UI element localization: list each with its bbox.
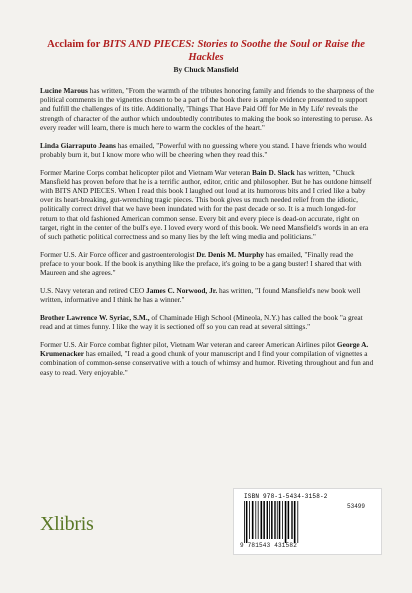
blurb-linda-jeans: Linda Giarraputo Jeans has emailed, "Powerful with no guessing where you stand. I have friends who would probably burn it, but I know more who will be cheering when they read this." xyxy=(40,140,367,159)
barcode-digits: 9 781543 431582 xyxy=(240,542,298,549)
blurb-bain-slack: Former Marine Corps combat helicopter pilot and Vietnam War veteran Bain D. Slack has written, "Chuck Mansfield has proven before that he is a terrific author, editor, critic and philosopher. But he has outdone himself with BITS AND PIECES. When I read this book I laughed out loud at its humorous bits and I cried like a baby over its heart-breaking, gut-wrenching tragic pieces. This book gives us much needed relief from the idiotic, politically correct drivel that we have been inundated with for the past decade or so. It is a much longed-for return to that old fashioned American common sense. Every bit and every piece is dead-on accurate, right on target, right in the center of the bull's eye. I loved every word of this book. We need Mansfield's words in an era of such pathetic political correctness and so many lies by the left wing media and politicians." xyxy=(40,167,372,242)
reviewer-name: Lucine Marous xyxy=(40,86,88,95)
reviewer-name: Brother Lawrence W. Syriac, S.M., xyxy=(40,313,150,323)
barcode-bar xyxy=(261,501,263,539)
barcode-bar xyxy=(249,501,250,539)
barcode-bar xyxy=(269,501,270,539)
barcode-bar xyxy=(277,501,278,539)
barcode-bar xyxy=(255,501,256,539)
barcode-image xyxy=(242,501,342,543)
barcode-bar xyxy=(297,501,298,543)
barcode-bar xyxy=(285,501,287,543)
publisher-logo: Xlibris xyxy=(40,513,94,535)
barcode-bar xyxy=(279,501,281,539)
reviewer-name: Linda Giarraputo Jeans xyxy=(40,140,116,150)
barcode-bar xyxy=(291,501,292,539)
barcode-bar xyxy=(244,501,245,543)
isbn-label: ISBN 978-1-5434-3158-2 xyxy=(244,493,328,500)
blurb-george-krumenacker: Former U.S. Air Force combat fighter pilot, Vietnam War veteran and career American Airlines pilot George A. Krumenacker has emailed, "I read a good chunk of your manuscript and I find your compilation of vignettes a combination of common-sense conservative with a touch of whimsy and humor. Riveting throughout and fun and easy to read. Very enjoyable." xyxy=(40,340,374,377)
barcode-bar xyxy=(274,501,275,539)
blurb-lawrence-syriac: Brother Lawrence W. Syriac, S.M., of Chaminade High School (Mineola, N.Y.) has called the book "a great read and at times funny. I like the way it is sectioned off so you can read at several sittings." xyxy=(40,313,363,332)
author-byline: By Chuck Mansfield xyxy=(173,65,239,74)
barcode-bar xyxy=(258,501,259,539)
reviewer-name: Bain D. Slack xyxy=(252,167,295,177)
barcode-bar xyxy=(271,501,273,539)
barcode-bar xyxy=(294,501,296,543)
barcode-bar xyxy=(252,501,254,539)
acclaim-header xyxy=(30,38,382,74)
barcode-bar xyxy=(263,501,265,539)
book-title: BITS AND PIECES xyxy=(102,39,192,50)
blurb-denis-murphy: Former U.S. Air Force officer and gastroenterologist Dr. Denis M. Murphy has emailed, "Finally read the preface to your book. If the book is anything like the preface, it's going to be a gang buster! I shared that with Maureen and she agrees." xyxy=(40,249,362,278)
reviewer-name: Dr. Denis M. Murphy xyxy=(196,249,264,259)
blurb-list xyxy=(40,86,374,385)
reviewer-name: George A. Krumenacker xyxy=(40,340,369,359)
barcode-bar xyxy=(282,501,283,539)
blurb-james-norwood: U.S. Navy veteran and retired CEO James C. Norwood, Jr. has written, "I found Mansfield's new book well written, informative and I think he has a winner." xyxy=(40,286,361,305)
price-code: 53499 xyxy=(347,503,366,510)
acclaim-title: Acclaim for BITS AND PIECES: Stories to Soothe the Soul or Raise the Hackles xyxy=(47,39,365,63)
barcode-bar xyxy=(288,501,290,539)
barcode-panel xyxy=(233,488,382,555)
reviewer-name: James C. Norwood, Jr. xyxy=(146,286,218,296)
barcode-bar xyxy=(246,501,248,543)
blurb-lucine-marous: Lucine Marous has written, "From the warmth of the tributes honoring family and friends to the sharpness of the political comments in the vignettes chosen to be a part of the book there is ample evidence presented to support and fulfill the challenges of its title. Additionally, 'Things That Have Paid Off for Me in My Life' reveals the strength of character of the author which undoubtedly contributes to making the book so interesting to peruse. As every reader will learn, there is much here to warm the cockles of the heart." xyxy=(40,86,374,132)
barcode-bar xyxy=(267,501,268,539)
